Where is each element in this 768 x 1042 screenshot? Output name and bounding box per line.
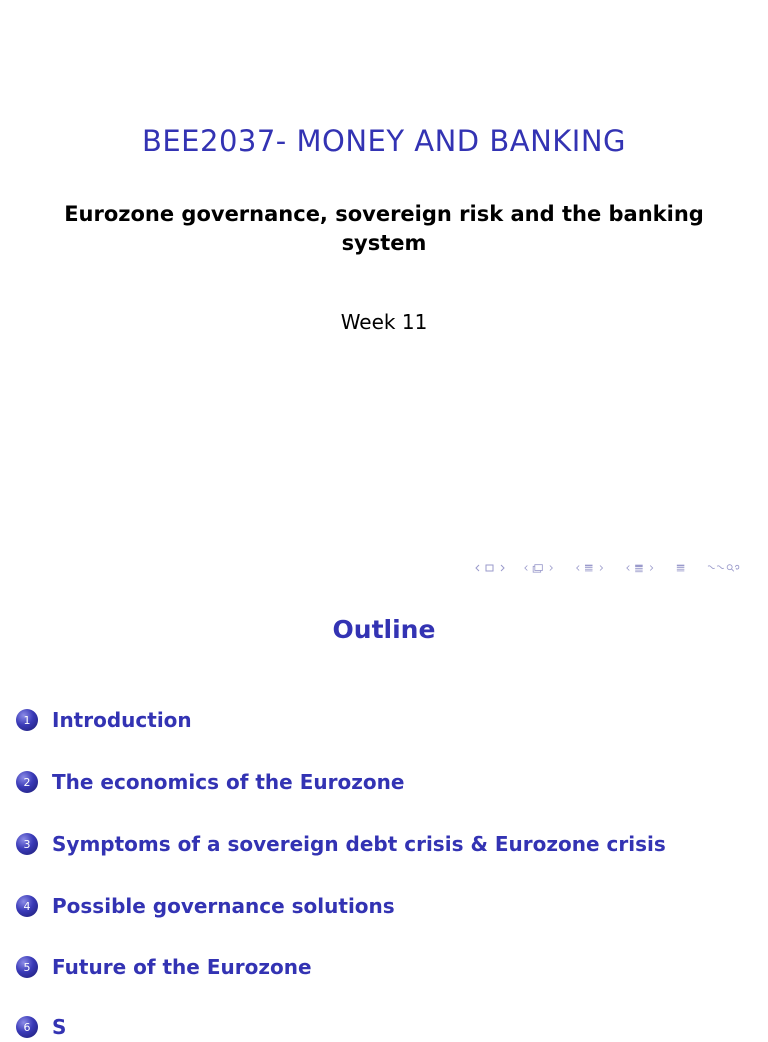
presentation-date: Week 11 xyxy=(340,310,428,334)
navigation-bar xyxy=(475,561,743,575)
toc-item-symptoms[interactable] xyxy=(16,829,666,859)
document-navigation[interactable] xyxy=(623,563,659,573)
toc-item-introduction[interactable] xyxy=(16,705,192,735)
appendix-icon[interactable] xyxy=(675,563,687,573)
toc-number-ball: 4 xyxy=(16,895,38,917)
toc-item-label: Introduction xyxy=(52,708,192,732)
toc-number-ball: 3 xyxy=(16,833,38,855)
toc-item-future[interactable] xyxy=(16,952,312,982)
toc-item-summary[interactable] xyxy=(16,1012,66,1042)
toc-number-ball: 1 xyxy=(16,709,38,731)
section-nav-icon[interactable] xyxy=(573,563,607,573)
toc-item-governance[interactable] xyxy=(16,891,395,921)
presentation-title: BEE2037- MONEY AND BANKING xyxy=(141,124,627,158)
subsection-nav-icon[interactable] xyxy=(521,563,557,573)
presentation-subtitle: Eurozone governance, sovereign risk and the banking system xyxy=(64,202,704,255)
toc-item-economics[interactable] xyxy=(16,767,404,797)
frame-nav-icon[interactable] xyxy=(475,563,505,573)
section-navigation[interactable] xyxy=(573,563,607,573)
search-navigation[interactable] xyxy=(703,563,743,573)
toc-number-ball: 2 xyxy=(16,771,38,793)
toc-number-ball: 5 xyxy=(16,956,38,978)
toc-item-label: Future of the Eurozone xyxy=(52,955,312,979)
appendix-navigation[interactable] xyxy=(675,563,687,573)
toc-number-ball: 6 xyxy=(16,1016,38,1038)
subsection-navigation[interactable] xyxy=(521,563,557,573)
frame-navigation[interactable] xyxy=(475,563,505,573)
outline-title: Outline xyxy=(332,615,436,644)
search-icon[interactable] xyxy=(703,563,743,573)
toc-item-label: Possible governance solutions xyxy=(52,894,395,918)
document-nav-icon[interactable] xyxy=(623,563,659,573)
toc-item-label: Symptoms of a sovereign debt crisis & Eurozone crisis xyxy=(52,832,666,856)
toc-item-label: S xyxy=(52,1015,67,1039)
toc-item-label: The economics of the Eurozone xyxy=(52,770,405,794)
